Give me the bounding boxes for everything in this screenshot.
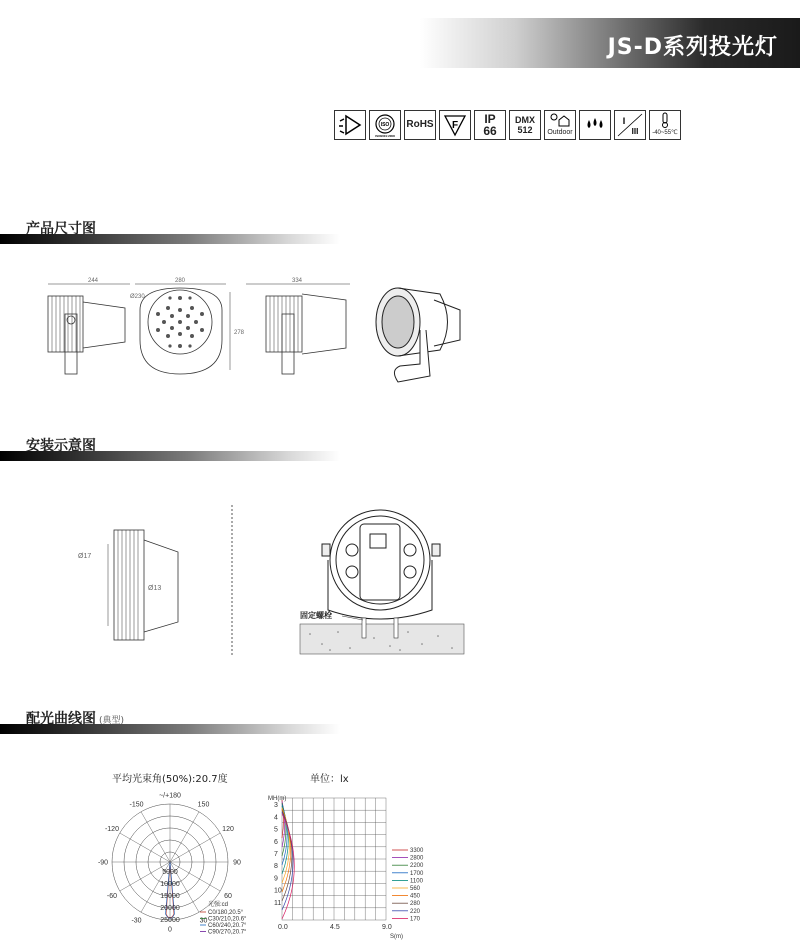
polar-angle-label: -30 — [131, 917, 142, 925]
certification-icons — [334, 110, 681, 142]
polar-legend-entry: C0/180,20.5° — [208, 910, 244, 916]
water-drops-icon — [579, 110, 611, 140]
polar-angle-label: 90 — [233, 859, 241, 867]
polar-angle-label: -120 — [104, 826, 119, 833]
photometric-note: (典型) — [99, 716, 125, 726]
class-iii-text: III — [631, 127, 639, 136]
led-array — [156, 296, 204, 348]
installation-drawings — [60, 500, 480, 670]
polar-spoke — [170, 812, 199, 862]
lux-legend-entry: 1100 — [410, 878, 423, 885]
section-photometric-title — [26, 708, 124, 728]
ip-text: IP — [484, 112, 496, 126]
outdoor-text: Outdoor — [547, 129, 573, 136]
lux-legend-entry: 2200 — [410, 863, 424, 870]
polar-ring-label: 25000 — [160, 917, 180, 924]
lux-legend-entry: 1700 — [410, 870, 424, 877]
svg-text:ISO9001:2008: ISO9001:2008 — [375, 134, 395, 138]
polar-legend-entry: C30/210,20.6° — [208, 916, 247, 923]
lux-legend-entry: 170 — [410, 916, 421, 923]
section-installation-title: 安装示意图 — [26, 438, 96, 454]
rohs-icon — [404, 110, 436, 140]
install-d1: Ø17 — [78, 553, 92, 560]
header-banner — [420, 18, 800, 68]
lux-grid-chart — [268, 788, 448, 940]
polar-angle-label: ~/+180 — [159, 792, 181, 800]
section-dimensions — [0, 218, 340, 244]
grid-ytick: 3 — [274, 802, 278, 810]
temperature-icon — [649, 110, 681, 140]
grid-ytick: 8 — [274, 863, 278, 871]
beam-angle-title: 平均光束角(50%):20.7度 — [112, 774, 228, 785]
lux-legend-entry: 220 — [410, 908, 421, 915]
lux-legend-entry: 3300 — [410, 848, 424, 854]
ground-surface — [300, 616, 464, 654]
side-view-drawing-2 — [246, 284, 350, 374]
section-installation — [0, 435, 340, 461]
grid-ytick: 9 — [274, 875, 278, 883]
grid-ytick: 5 — [274, 826, 278, 834]
polar-ring-label: 10000 — [160, 881, 180, 888]
grid-xtick: 4.5 — [330, 924, 340, 931]
polar-angle-label: -90 — [97, 859, 109, 867]
grid-ylabel: MH(m) — [268, 796, 287, 802]
polar-angle-label: -150 — [129, 801, 144, 809]
grid-ytick: 4 — [274, 814, 278, 822]
grid-ytick: 7 — [274, 851, 278, 858]
dmx-icon — [509, 110, 541, 140]
class-icon — [614, 110, 646, 140]
bolt-left — [362, 618, 366, 638]
unit-label: 单位：lx — [310, 774, 349, 785]
outdoor-icon — [544, 110, 576, 140]
dim-width-2: 280 — [175, 278, 186, 284]
page-title: JS-D系列投光灯 — [607, 35, 778, 60]
grid-xtick: 0.0 — [278, 924, 288, 931]
bolt-label: 固定螺栓 — [300, 611, 332, 620]
polar-spoke — [170, 833, 220, 862]
polar-angle-label: 150 — [197, 801, 210, 809]
dim-diameter: Ø230 — [130, 294, 145, 300]
polar-angle-label: 60 — [224, 893, 232, 900]
grid-ytick: 11 — [274, 899, 282, 907]
ip-icon — [474, 110, 506, 140]
dmx-channels: 512 — [517, 125, 533, 135]
polar-spoke — [141, 812, 170, 862]
polar-angle-label: 120 — [222, 826, 234, 833]
rohs-icon-text: RoHS — [406, 119, 434, 130]
lux-legend-entry: 450 — [410, 893, 421, 900]
iso-icon-text: ISO — [380, 122, 390, 128]
polar-ring-label: 5000 — [162, 869, 178, 876]
temperature-range: -40~55℃ — [652, 130, 678, 136]
bolt-right — [394, 618, 398, 638]
dmx-text: DMX — [515, 115, 535, 125]
ip-rating: 66 — [483, 124, 497, 138]
install-d2: Ø13 — [148, 585, 162, 592]
iso-icon — [369, 110, 401, 140]
grid-ytick: 10 — [274, 887, 282, 895]
polar-angle-label: 30 — [199, 917, 208, 925]
polar-legend-entry: C90/270,20.7° — [208, 929, 247, 936]
grid-xtick: 9.0 — [382, 924, 392, 931]
polar-chart — [90, 788, 270, 936]
dim-height: 278 — [234, 330, 245, 336]
grid-xlabel: S(m) — [390, 934, 403, 940]
section-dimensions-title: 产品尺寸图 — [26, 221, 96, 237]
front-view-drawing — [135, 284, 230, 374]
f-mark-text: F — [451, 120, 459, 131]
polar-legend-title: 光强:cd — [208, 902, 229, 908]
polar-ring-label: 20000 — [160, 905, 180, 912]
install-front-drawing — [322, 510, 440, 619]
perspective-view-drawing — [376, 288, 460, 382]
polar-angle-label: 0 — [168, 926, 172, 934]
f-mark-icon — [439, 110, 471, 140]
polar-legend-entry: C60/240,20.7° — [208, 923, 247, 929]
dim-width-3: 334 — [292, 278, 303, 284]
beam-icon — [334, 110, 366, 140]
dimension-drawings — [30, 270, 480, 390]
polar-spoke — [120, 833, 170, 862]
install-side-drawing — [108, 530, 178, 640]
lux-legend-entry: 280 — [410, 901, 421, 908]
class-i-text: I — [622, 116, 626, 126]
dim-width-1: 244 — [88, 278, 99, 284]
lux-legend-entry: 560 — [410, 886, 421, 892]
polar-ring-label: 15000 — [160, 893, 180, 900]
side-view-drawing — [48, 284, 130, 374]
lux-legend-entry: 2800 — [410, 855, 424, 862]
photometric-title-text: 配光曲线图 — [26, 711, 96, 727]
grid-ytick: 6 — [274, 838, 278, 846]
section-photometric — [0, 708, 340, 734]
polar-angle-label: -60 — [106, 893, 118, 900]
